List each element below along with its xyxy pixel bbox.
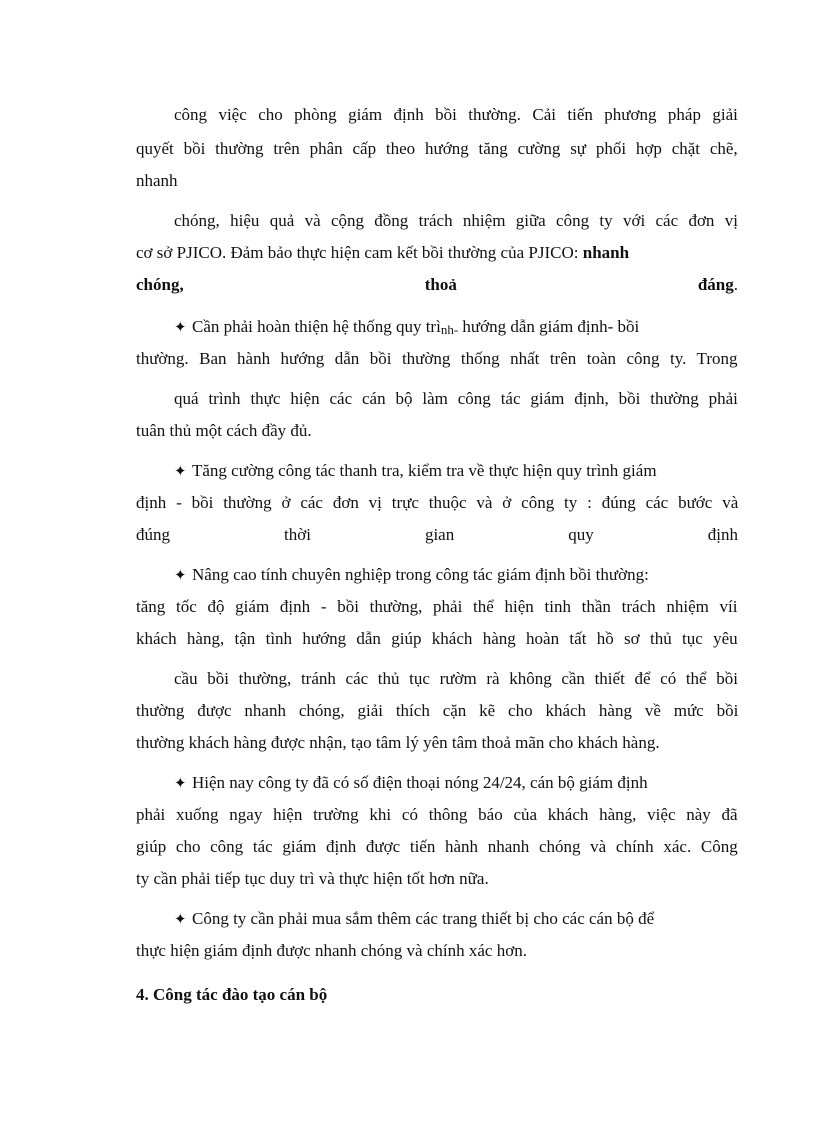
text: phải xuống ngay hiện trường khi có thông báo của khách hàng, việc này đã [136, 805, 738, 824]
p7-line-1 [174, 668, 738, 690]
text: Nâng cao tính chuyên nghiệp trong công tác giám định bồi thường: [192, 565, 649, 584]
word: định [707, 525, 738, 544]
word: thời [284, 525, 311, 544]
p6-line-3 [136, 628, 738, 650]
text: quyết bồi thường trên phân cấp theo hướng tăng cường sự phối hợp chặt chẽ, [136, 139, 738, 158]
text: chóng, hiệu quả và cộng đồng trách nhiệm giữa công ty với các đơn vị [174, 211, 738, 230]
p8-line-2 [136, 804, 738, 826]
p7-line-3: thường khách hàng được nhận, tạo tâm lý yên tâm thoả mãn cho khách hàng. [136, 733, 660, 752]
p9-line-2: thực hiện giám định được nhanh chóng và chính xác hơn. [136, 941, 527, 960]
word: đúng [136, 525, 170, 544]
p9-line-1 [174, 908, 738, 931]
p2-line-1 [174, 210, 738, 232]
word: thoả [424, 275, 457, 294]
bullet-icon: ✦ [174, 912, 187, 928]
bullet-icon: ✦ [174, 320, 187, 336]
text: định - bồi thường ở các đơn vị trực thuộc và ở công ty : đúng các bước và [136, 493, 739, 512]
p6-line-1 [174, 564, 738, 587]
bullet-icon: ✦ [174, 464, 187, 480]
p4-line-2: tuân thủ một cách đầy đủ. [136, 421, 312, 440]
bold-text: nhanh [582, 243, 630, 262]
text: thường. Ban hành hướng dẫn bồi thường thống nhất trên toàn công ty. Trong [136, 349, 738, 368]
text: Tăng cường công tác thanh tra, kiểm tra về thực hiện quy trình giám [192, 461, 657, 480]
p5-line-3 [136, 524, 738, 546]
text: hướng dẫn giám định- bồi [458, 317, 640, 336]
period: . [733, 275, 738, 294]
word-end [698, 274, 738, 296]
text: cơ sở PJICO. Đảm bảo thực hiện cam kết bồi thường của PJICO: [136, 243, 583, 262]
text: tăng tốc độ giám định - bồi thường, phải thể hiện tinh thần trách nhiệm víi [136, 597, 738, 616]
p7-line-2 [136, 700, 738, 722]
text: khách hàng, tận tình hướng dẫn giúp khách hàng hoàn tất hồ sơ thủ tục yêu [136, 629, 738, 648]
p1-line-3: nhanh [136, 171, 178, 190]
section-heading: 4. Công tác đào tạo cán bộ [136, 985, 328, 1004]
word: quy [568, 525, 594, 544]
text: giúp cho công tác giám định được tiến hành nhanh chóng và chính xác. Công [136, 837, 738, 856]
word: gian [424, 525, 455, 544]
p2-line-2 [136, 242, 738, 264]
bold-word: đáng [697, 275, 734, 294]
text: Công ty cần phải mua sắm thêm các trang thiết bị cho các cán bộ để [192, 909, 655, 928]
text: Hiện nay công ty đã có số điện thoại nóng 24/24, cán bộ giám định [192, 773, 648, 792]
p5-line-2 [136, 492, 738, 514]
word: chóng, [136, 275, 184, 294]
p8-line-4: ty cần phải tiếp tục duy trì và thực hiện tốt hơn nữa. [136, 869, 489, 888]
p1-line-1 [174, 104, 738, 126]
text: thường được nhanh chóng, giải thích cặn kẽ cho khách hàng về mức bồi [136, 701, 739, 720]
text: công việc cho phòng giám định bồi thường. Cải tiến phương pháp giải [174, 105, 738, 124]
text: cầu bồi thường, tránh các thủ tục rườm rà không cần thiết để có thể bồi [174, 669, 738, 688]
p3-line-1 [174, 316, 738, 341]
p4-line-1 [174, 388, 738, 410]
bullet-icon: ✦ [174, 568, 187, 584]
p3-line-2 [136, 348, 738, 370]
p6-line-2 [136, 596, 738, 618]
text-sub: nh- [440, 322, 459, 337]
text: Cần phải hoàn thiện hệ thống quy trì [192, 317, 441, 336]
p2-line-3 [136, 274, 738, 296]
p1-line-2 [136, 138, 738, 160]
p8-line-3 [136, 836, 738, 858]
p5-line-1 [174, 460, 738, 483]
p8-line-1 [174, 772, 738, 795]
text: quá trình thực hiện các cán bộ làm công tác giám định, bồi thường phải [174, 389, 738, 408]
bullet-icon: ✦ [174, 776, 187, 792]
